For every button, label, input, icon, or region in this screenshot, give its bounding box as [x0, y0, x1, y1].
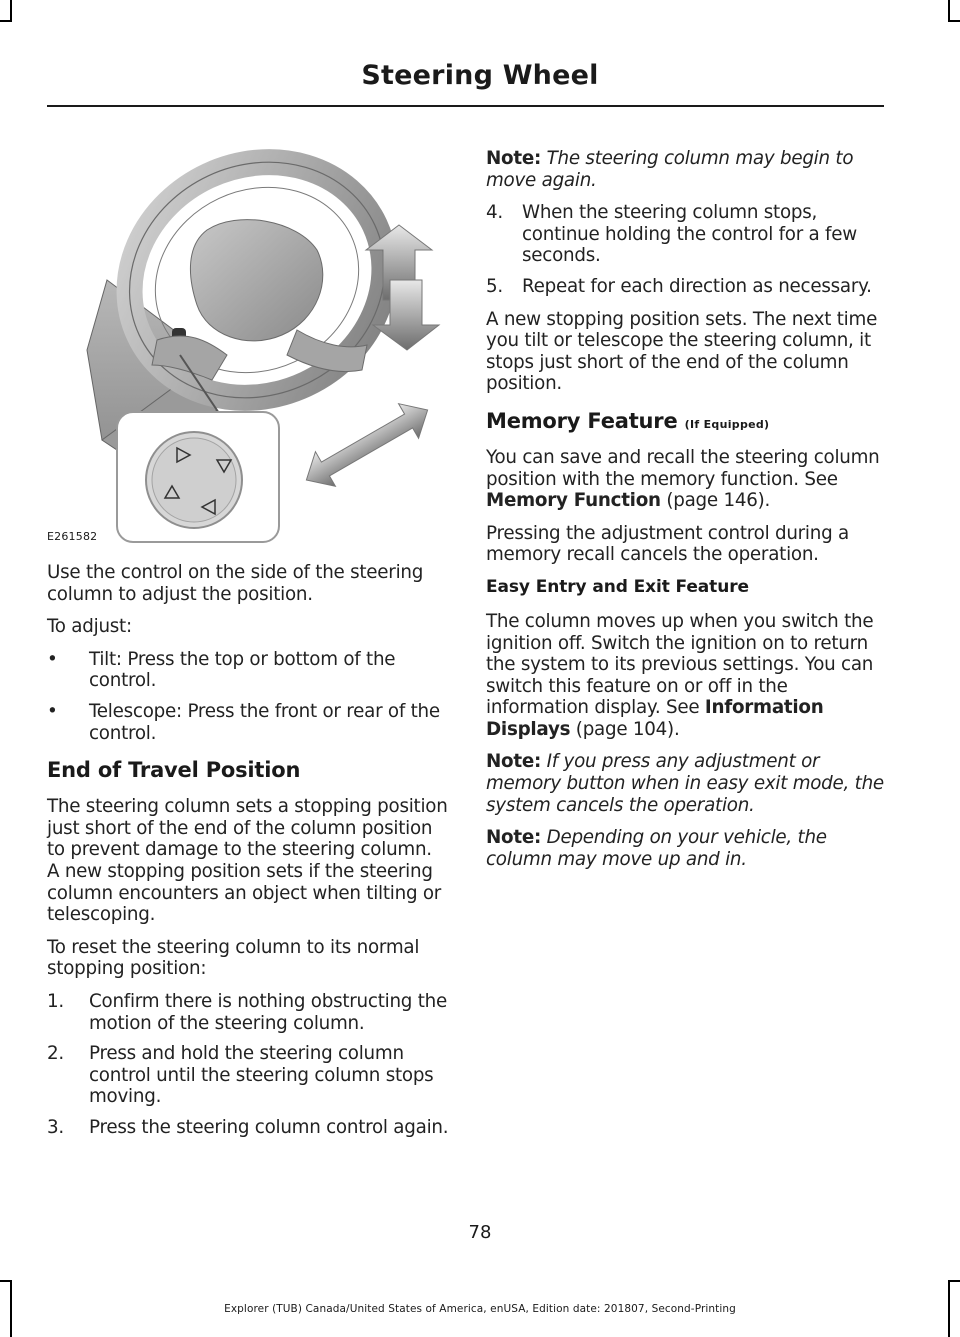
step-number: 4. [486, 202, 503, 224]
left-column [47, 562, 449, 1149]
crop-mark-top-left [10, 0, 12, 20]
note-paragraph [486, 148, 884, 191]
memory-function-link[interactable]: Memory Function [486, 490, 661, 512]
step-text: Confirm there is nothing obstructing the motion of the steering column. [89, 990, 447, 1034]
crop-mark-top-right [948, 0, 950, 20]
new-stop-paragraph: A new stopping position sets. The next time you tilt or telescope the steering column, it stops just short of the end of the column position. [486, 308, 878, 395]
step-text: Repeat for each direction as necessary. [522, 275, 872, 297]
end-of-travel-heading: End of Travel Position [47, 758, 301, 783]
note-text: Depending on your vehicle, the column may move up and in. [486, 827, 827, 870]
end-of-travel-paragraph: The steering column sets a stopping position just short of the end of the column position to prevent damage to the steering column. A new stopping position sets if the steering column encounters an object when tilting or telescoping. [47, 796, 448, 926]
note-paragraph [486, 751, 884, 816]
steering-wheel-illustration [47, 140, 449, 550]
note-paragraph [486, 827, 884, 870]
bullet-text: Tilt: Press the top or bottom of the control. [89, 648, 396, 692]
easy-page-ref: (page 104). [570, 718, 680, 740]
easy-entry-heading: Easy Entry and Exit Feature [486, 576, 749, 597]
right-column [486, 148, 884, 881]
step-number: 5. [486, 275, 503, 297]
memory-text: You can save and recall the steering column position with the memory function. See [486, 446, 880, 490]
crop-mark-top-left-h [0, 20, 12, 22]
information-displays-link[interactable]: Information Displays [486, 697, 824, 740]
list-item [486, 202, 884, 267]
if-equipped-label: (If Equipped) [684, 417, 770, 431]
list-item [47, 1043, 449, 1108]
crop-mark-top-right-h [948, 20, 960, 22]
step-text: When the steering column stops, continue holding the control for a few seconds. [522, 202, 857, 267]
note-text: The steering column may begin to move again. [486, 148, 854, 191]
note-label: Note: [486, 827, 542, 849]
note-text: If you press any adjustment or memory button when in easy exit mode, the system cancels the operation. [486, 751, 884, 816]
step-number: 1. [47, 990, 64, 1012]
pressing-paragraph: Pressing the adjustment control during a memory recall cancels the operation. [486, 522, 849, 566]
list-item [47, 1117, 449, 1139]
continued-steps-list [486, 202, 884, 297]
step-number: 3. [47, 1116, 64, 1138]
list-item [47, 991, 449, 1034]
memory-page-ref: (page 146). [660, 490, 771, 512]
steering-wheel-drawing [47, 140, 449, 550]
to-adjust-label: To adjust: [47, 616, 132, 638]
page-number: 78 [468, 1222, 492, 1243]
reset-steps-list [47, 991, 449, 1139]
intro-paragraph: Use the control on the side of the steering column to adjust the position. [47, 562, 424, 605]
note-label: Note: [486, 148, 542, 169]
bullet-marker: • [47, 700, 58, 722]
list-item [47, 701, 449, 744]
memory-heading-text: Memory Feature [486, 408, 678, 433]
memory-paragraph [486, 447, 884, 512]
list-item [47, 649, 449, 692]
step-text: Press the steering column control again. [89, 1116, 449, 1138]
note-label: Note: [486, 751, 542, 773]
figure-code: E261582 [47, 530, 98, 543]
adjust-bullet-list [47, 649, 449, 744]
crop-mark-bottom-left-h [0, 1280, 12, 1282]
step-number: 2. [47, 1043, 64, 1065]
crop-mark-bottom-right-h [948, 1280, 960, 1282]
easy-entry-paragraph [486, 611, 884, 741]
bullet-text: Telescope: Press the front or rear of the control. [89, 700, 440, 744]
list-item [486, 276, 884, 298]
reset-paragraph: To reset the steering column to its normal stopping position: [47, 936, 420, 980]
bullet-marker: • [47, 648, 58, 670]
header-rule [47, 105, 884, 107]
page-footer: Explorer (TUB) Canada/United States of America, enUSA, Edition date: 201807, Second-Printing [224, 1303, 736, 1315]
step-text: Press and hold the steering column control until the steering column stops moving. [89, 1043, 434, 1108]
easy-text: The column moves up when you switch the ignition off. Switch the ignition on to return the system to its previous settings. You can switch this feature on or off in the information display. See [486, 610, 874, 719]
memory-feature-heading [486, 409, 884, 433]
page-title: Steering Wheel [361, 60, 599, 91]
